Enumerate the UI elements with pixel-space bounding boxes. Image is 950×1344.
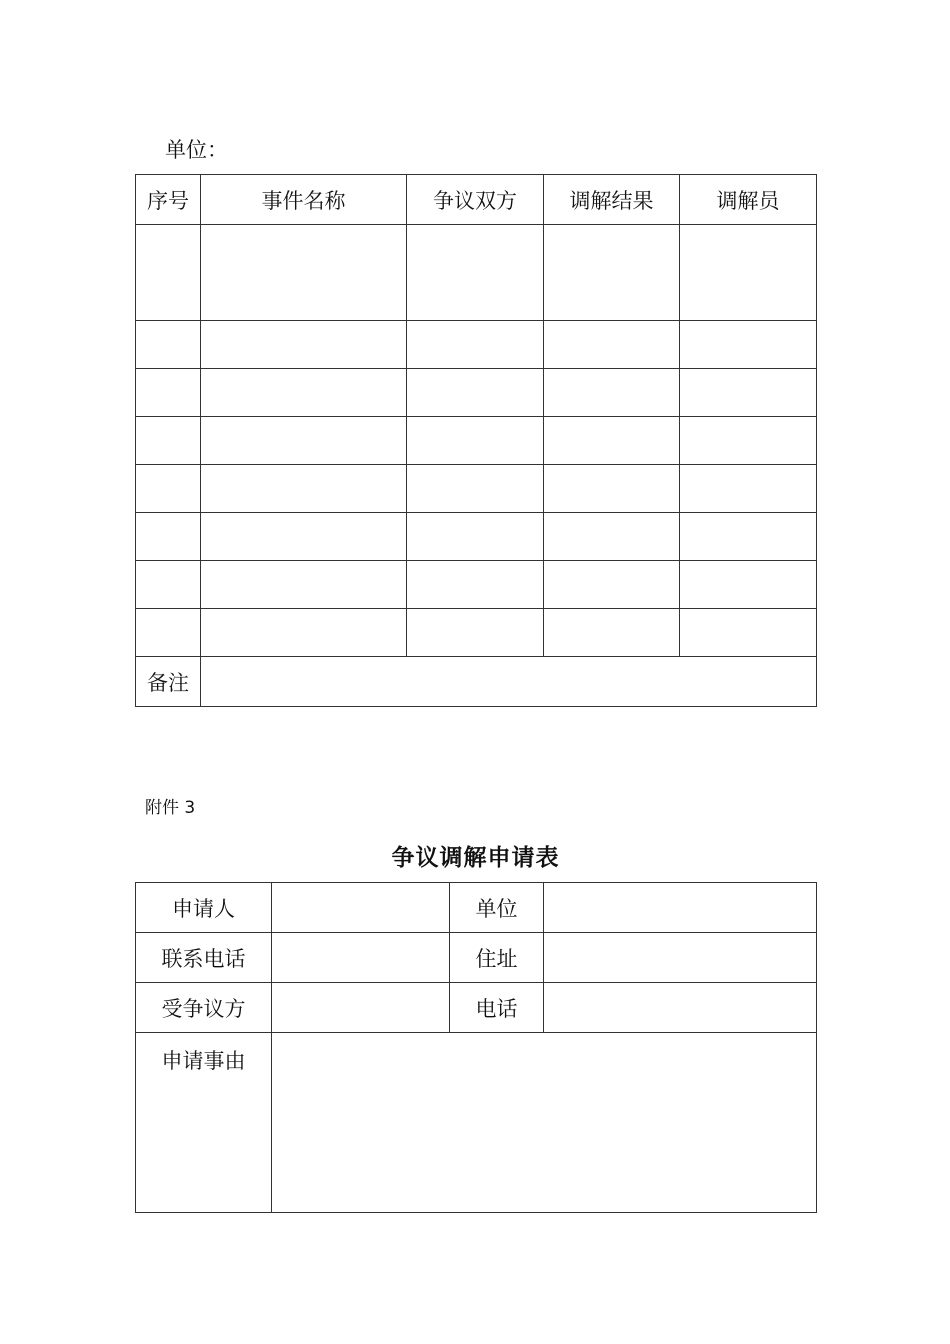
- reason-field[interactable]: [272, 1033, 817, 1213]
- table-cell[interactable]: [407, 465, 544, 513]
- unit-field-label: 单位: [450, 883, 544, 933]
- table-header-row: [136, 175, 817, 225]
- respondent-field[interactable]: [272, 983, 450, 1033]
- table-row: [136, 369, 817, 417]
- table-cell[interactable]: [407, 513, 544, 561]
- table-cell[interactable]: [407, 561, 544, 609]
- table-cell[interactable]: [407, 321, 544, 369]
- unit-field[interactable]: [544, 883, 817, 933]
- table-cell[interactable]: [136, 465, 201, 513]
- table-cell[interactable]: [136, 561, 201, 609]
- table-cell[interactable]: [201, 465, 407, 513]
- header-serial-number: 序号: [136, 175, 201, 225]
- table-cell[interactable]: [201, 513, 407, 561]
- respondent-row: [136, 983, 817, 1033]
- address-label: 住址: [450, 933, 544, 983]
- table-cell[interactable]: [201, 609, 407, 657]
- table-cell[interactable]: [136, 321, 201, 369]
- table-cell[interactable]: [680, 321, 817, 369]
- phone-field[interactable]: [544, 983, 817, 1033]
- table-cell[interactable]: [680, 369, 817, 417]
- table-cell[interactable]: [544, 561, 680, 609]
- table-row: [136, 513, 817, 561]
- table-cell[interactable]: [201, 321, 407, 369]
- table-cell[interactable]: [544, 465, 680, 513]
- table-cell[interactable]: [680, 465, 817, 513]
- attachment-label: 附件 3: [145, 798, 196, 818]
- phone-label: 电话: [450, 983, 544, 1033]
- header-event-name: 事件名称: [201, 175, 407, 225]
- table-cell[interactable]: [201, 417, 407, 465]
- table-cell[interactable]: [680, 609, 817, 657]
- table-row: [136, 465, 817, 513]
- table-cell[interactable]: [544, 417, 680, 465]
- header-mediator: 调解员: [680, 175, 817, 225]
- table-row: [136, 609, 817, 657]
- table-cell[interactable]: [407, 417, 544, 465]
- remark-row: [136, 657, 817, 707]
- table-row: [136, 225, 817, 321]
- table-cell[interactable]: [407, 369, 544, 417]
- applicant-row: [136, 883, 817, 933]
- table-row: [136, 417, 817, 465]
- table-cell[interactable]: [544, 225, 680, 321]
- contact-phone-field[interactable]: [272, 933, 450, 983]
- reason-row: [136, 1033, 817, 1213]
- table-cell[interactable]: [136, 369, 201, 417]
- table-cell[interactable]: [680, 417, 817, 465]
- table-cell[interactable]: [136, 513, 201, 561]
- table-cell[interactable]: [680, 225, 817, 321]
- dispute-record-table: [135, 174, 817, 707]
- contact-phone-label: 联系电话: [136, 933, 272, 983]
- mediation-application-table: [135, 882, 817, 1213]
- table-cell[interactable]: [544, 513, 680, 561]
- table-cell[interactable]: [136, 609, 201, 657]
- table-row: [136, 321, 817, 369]
- table-cell[interactable]: [680, 513, 817, 561]
- contact-row: [136, 933, 817, 983]
- unit-label: 单位：: [165, 138, 228, 162]
- table-cell[interactable]: [136, 417, 201, 465]
- table-cell[interactable]: [201, 225, 407, 321]
- applicant-label: 申请人: [136, 883, 272, 933]
- table-cell[interactable]: [201, 561, 407, 609]
- reason-label: 申请事由: [136, 1033, 272, 1213]
- table-cell[interactable]: [201, 369, 407, 417]
- address-field[interactable]: [544, 933, 817, 983]
- table-cell[interactable]: [407, 225, 544, 321]
- respondent-label: 受争议方: [136, 983, 272, 1033]
- remark-label: 备注: [136, 657, 201, 707]
- table-cell[interactable]: [544, 369, 680, 417]
- header-disputing-parties: 争议双方: [407, 175, 544, 225]
- table-cell[interactable]: [544, 609, 680, 657]
- header-mediation-result: 调解结果: [544, 175, 680, 225]
- table-cell[interactable]: [680, 561, 817, 609]
- table-cell[interactable]: [136, 225, 201, 321]
- table-row: [136, 561, 817, 609]
- form-title: 争议调解申请表: [391, 845, 560, 871]
- table-cell[interactable]: [544, 321, 680, 369]
- remark-field[interactable]: [201, 657, 817, 707]
- applicant-field[interactable]: [272, 883, 450, 933]
- table-cell[interactable]: [407, 609, 544, 657]
